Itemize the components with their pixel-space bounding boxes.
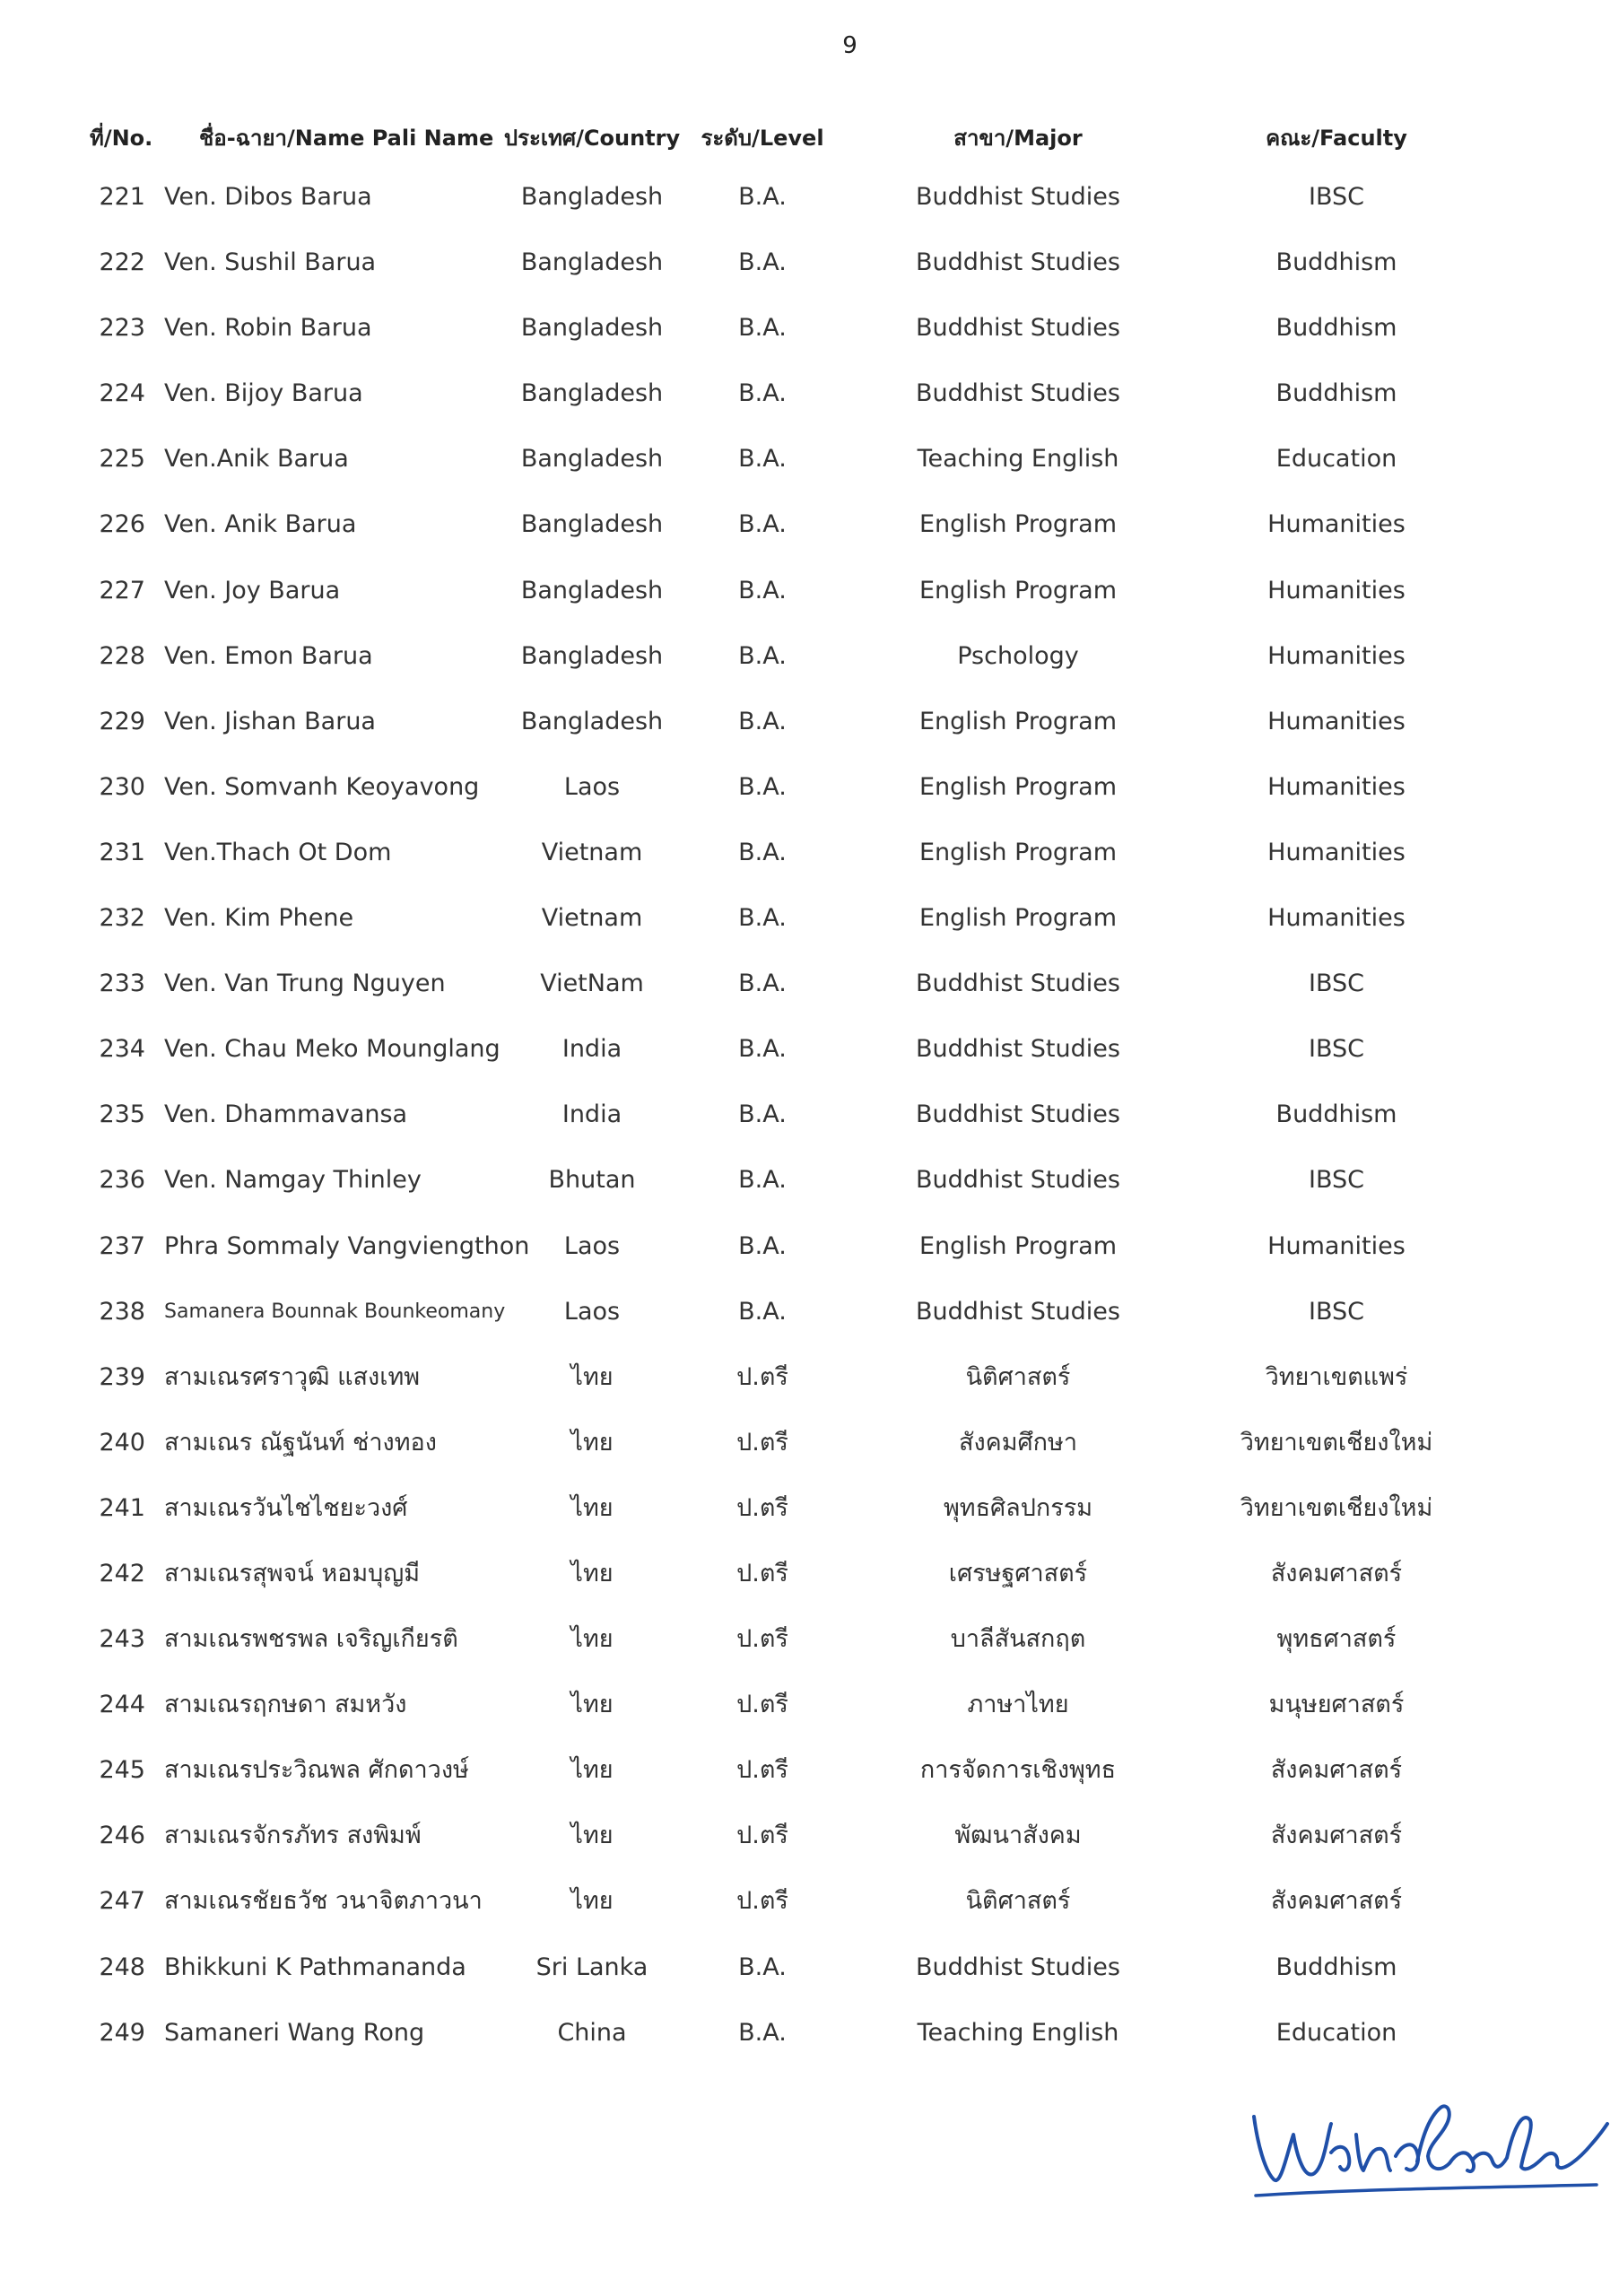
row-name: Samanera Bounnak Bounkeomany xyxy=(164,1300,506,1323)
row-faculty: Buddhism xyxy=(1275,1100,1397,1129)
row-name: สามเณรฤกษดา สมหวัง xyxy=(164,1691,407,1719)
table-row xyxy=(0,1425,1619,1491)
row-country: Laos xyxy=(563,772,621,801)
row-no: 236 xyxy=(99,1166,145,1195)
row-faculty: Humanities xyxy=(1267,510,1406,539)
row-level: B.A. xyxy=(738,248,787,277)
table-row xyxy=(0,376,1619,441)
row-no: 232 xyxy=(99,904,145,933)
row-level: ป.ตรี xyxy=(736,1559,788,1587)
row-major: Teaching English xyxy=(917,2018,1119,2047)
row-level: B.A. xyxy=(738,1035,787,1064)
row-country: Sri Lanka xyxy=(535,1952,648,1981)
row-major: English Program xyxy=(919,838,1117,866)
row-country: ไทย xyxy=(570,1362,614,1391)
row-major: Pschology xyxy=(957,641,1079,670)
row-level: ป.ตรี xyxy=(736,1822,788,1850)
row-level: B.A. xyxy=(738,445,787,474)
table-row xyxy=(0,1162,1619,1228)
row-faculty: Buddhism xyxy=(1275,314,1397,343)
row-country: Bhutan xyxy=(548,1166,636,1195)
row-level: B.A. xyxy=(738,707,787,735)
table-row xyxy=(0,245,1619,310)
row-major: Buddhist Studies xyxy=(916,970,1120,998)
row-no: 248 xyxy=(99,1952,145,1981)
row-faculty: Humanities xyxy=(1267,904,1406,933)
row-name: สามเณรชัยธวัช วนาจิตภาวนา xyxy=(164,1887,483,1916)
row-faculty: IBSC xyxy=(1308,1035,1364,1064)
row-level: B.A. xyxy=(738,1231,787,1260)
row-faculty: IBSC xyxy=(1308,183,1364,211)
table-row xyxy=(0,1491,1619,1556)
row-country: Vietnam xyxy=(541,838,643,866)
row-faculty: วิทยาเขตเชียงใหม่ xyxy=(1240,1493,1433,1522)
row-no: 237 xyxy=(99,1231,145,1260)
row-no: 234 xyxy=(99,1035,145,1064)
row-major: Teaching English xyxy=(917,445,1119,474)
row-name: Ven. Jishan Barua xyxy=(164,707,376,735)
row-major: Buddhist Studies xyxy=(916,1100,1120,1129)
row-name: Bhikkuni K Pathmananda xyxy=(164,1952,466,1981)
row-name: Ven. Sushil Barua xyxy=(164,248,377,277)
row-faculty: Buddhism xyxy=(1275,379,1397,408)
row-level: B.A. xyxy=(738,772,787,801)
row-level: B.A. xyxy=(738,1100,787,1129)
row-country: Bangladesh xyxy=(520,314,664,343)
header-faculty: คณะ/Faculty xyxy=(1266,126,1407,151)
row-major: พัฒนาสังคม xyxy=(954,1822,1082,1850)
row-faculty: Humanities xyxy=(1267,772,1406,801)
row-level: B.A. xyxy=(738,1952,787,1981)
table-row xyxy=(0,1883,1619,1949)
row-country: Bangladesh xyxy=(520,641,664,670)
row-no: 239 xyxy=(99,1362,145,1391)
row-faculty: สังคมศาสตร์ xyxy=(1270,1822,1403,1850)
row-major: นิติศาสตร์ xyxy=(965,1887,1071,1916)
header-level: ระดับ/Level xyxy=(701,126,824,151)
row-country: Bangladesh xyxy=(520,379,664,408)
row-faculty: Buddhism xyxy=(1275,248,1397,277)
table-row xyxy=(0,900,1619,966)
row-major: English Program xyxy=(919,1231,1117,1260)
row-faculty: Education xyxy=(1275,445,1397,474)
row-no: 230 xyxy=(99,772,145,801)
row-country: ไทย xyxy=(570,1559,614,1587)
row-faculty: Humanities xyxy=(1267,1231,1406,1260)
row-country: ไทย xyxy=(570,1756,614,1785)
row-level: B.A. xyxy=(738,1166,787,1195)
row-faculty: สังคมศาสตร์ xyxy=(1270,1756,1403,1785)
table-row xyxy=(0,441,1619,507)
row-faculty: IBSC xyxy=(1308,1166,1364,1195)
row-no: 227 xyxy=(99,576,145,604)
table-row xyxy=(0,1097,1619,1162)
table-row xyxy=(0,704,1619,770)
row-name: Ven. Chau Meko Mounglang xyxy=(164,1035,500,1064)
row-faculty: IBSC xyxy=(1308,1297,1364,1326)
row-level: B.A. xyxy=(738,1297,787,1326)
row-name: Ven. Kim Phene xyxy=(164,904,354,933)
row-name: สามเณรวันไชไชยะวงศ์ xyxy=(164,1493,408,1522)
row-major: นิติศาสตร์ xyxy=(965,1362,1071,1391)
row-major: Buddhist Studies xyxy=(916,248,1120,277)
row-level: ป.ตรี xyxy=(736,1691,788,1719)
row-name: Ven. Anik Barua xyxy=(164,510,357,539)
row-level: ป.ตรี xyxy=(736,1362,788,1391)
row-country: Bangladesh xyxy=(520,445,664,474)
header-name: ชื่อ-ฉายา/Name Pali Name xyxy=(199,126,494,151)
row-faculty: Humanities xyxy=(1267,576,1406,604)
row-major: English Program xyxy=(919,510,1117,539)
row-country: ไทย xyxy=(570,1887,614,1916)
row-faculty: พุทธศาสตร์ xyxy=(1276,1625,1397,1654)
row-level: ป.ตรี xyxy=(736,1428,788,1457)
row-level: ป.ตรี xyxy=(736,1625,788,1654)
row-country: ไทย xyxy=(570,1625,614,1654)
table-row xyxy=(0,1229,1619,1294)
row-no: 222 xyxy=(99,248,145,277)
row-faculty: Humanities xyxy=(1267,838,1406,866)
table-row xyxy=(0,1818,1619,1883)
row-no: 238 xyxy=(99,1297,145,1326)
row-level: B.A. xyxy=(738,2018,787,2047)
row-major: English Program xyxy=(919,772,1117,801)
row-no: 224 xyxy=(99,379,145,408)
row-major: บาลีสันสกฤต xyxy=(950,1625,1086,1654)
row-country: India xyxy=(561,1100,622,1129)
table-row xyxy=(0,573,1619,639)
row-no: 229 xyxy=(99,707,145,735)
row-name: Ven. Robin Barua xyxy=(164,314,372,343)
row-name: Ven.Anik Barua xyxy=(164,445,349,474)
row-major: English Program xyxy=(919,904,1117,933)
row-name: Ven. Dhammavansa xyxy=(164,1100,408,1129)
header-major: สาขา/Major xyxy=(953,126,1083,151)
row-name: Samaneri Wang Rong xyxy=(164,2018,425,2047)
header-country: ประเทศ/Country xyxy=(503,126,681,151)
row-no: 244 xyxy=(99,1691,145,1719)
row-no: 231 xyxy=(99,838,145,866)
row-name: สามเณรศราวุฒิ แสงเทพ xyxy=(164,1362,421,1391)
table-row xyxy=(0,835,1619,900)
table-body xyxy=(0,179,1619,2081)
row-major: สังคมศึกษา xyxy=(959,1428,1077,1457)
row-no: 247 xyxy=(99,1887,145,1916)
row-faculty: วิทยาเขตเชียงใหม่ xyxy=(1240,1428,1433,1457)
row-country: ไทย xyxy=(570,1822,614,1850)
table-header xyxy=(0,120,1619,156)
row-country: Bangladesh xyxy=(520,707,664,735)
row-name: Ven.Thach Ot Dom xyxy=(164,838,392,866)
row-faculty: มนุษยศาสตร์ xyxy=(1268,1691,1405,1719)
row-no: 233 xyxy=(99,970,145,998)
row-name: Ven. Joy Barua xyxy=(164,576,341,604)
row-no: 228 xyxy=(99,641,145,670)
row-name: Ven. Emon Barua xyxy=(164,641,373,670)
row-country: VietNam xyxy=(540,970,644,998)
row-no: 242 xyxy=(99,1559,145,1587)
row-level: B.A. xyxy=(738,314,787,343)
table-row xyxy=(0,1752,1619,1818)
row-name: สามเณรสุพจน์ หอมบุญมี xyxy=(164,1559,421,1587)
row-major: Buddhist Studies xyxy=(916,1952,1120,1981)
row-name: Phra Sommaly Vangviengthon xyxy=(164,1231,530,1260)
row-country: Vietnam xyxy=(541,904,643,933)
row-country: India xyxy=(561,1035,622,1064)
row-level: ป.ตรี xyxy=(736,1493,788,1522)
row-country: China xyxy=(557,2018,627,2047)
row-name: Ven. Namgay Thinley xyxy=(164,1166,422,1195)
page-number: 9 xyxy=(842,32,857,59)
row-name: Ven. Somvanh Keoyavong xyxy=(164,772,480,801)
row-major: พุทธศิลปกรรม xyxy=(943,1493,1093,1522)
row-level: B.A. xyxy=(738,904,787,933)
row-level: B.A. xyxy=(738,838,787,866)
signature-image xyxy=(1238,2081,1615,2215)
row-major: Buddhist Studies xyxy=(916,379,1120,408)
row-major: Buddhist Studies xyxy=(916,1166,1120,1195)
row-major: ภาษาไทย xyxy=(967,1691,1069,1719)
row-level: B.A. xyxy=(738,183,787,211)
row-faculty: Humanities xyxy=(1267,641,1406,670)
header-no: ที่/No. xyxy=(90,126,153,151)
table-row xyxy=(0,507,1619,572)
row-no: 225 xyxy=(99,445,145,474)
row-major: Buddhist Studies xyxy=(916,314,1120,343)
row-name: Ven. Bijoy Barua xyxy=(164,379,363,408)
row-major: Buddhist Studies xyxy=(916,1035,1120,1064)
row-major: เศรษฐศาสตร์ xyxy=(948,1559,1088,1587)
row-name: Ven. Van Trung Nguyen xyxy=(164,970,446,998)
row-no: 249 xyxy=(99,2018,145,2047)
row-name: สามเณรประวิณพล ศักดาวงษ์ xyxy=(164,1756,469,1785)
row-level: B.A. xyxy=(738,576,787,604)
table-row xyxy=(0,1031,1619,1097)
row-country: ไทย xyxy=(570,1493,614,1522)
row-no: 243 xyxy=(99,1625,145,1654)
table-row xyxy=(0,966,1619,1031)
table-row xyxy=(0,179,1619,245)
row-name: สามเณรจักรภัทร สงพิมพ์ xyxy=(164,1822,422,1850)
row-name: สามเณรพชรพล เจริญเกียรติ xyxy=(164,1625,458,1654)
row-level: B.A. xyxy=(738,970,787,998)
row-name: Ven. Dibos Barua xyxy=(164,183,372,211)
row-no: 221 xyxy=(99,183,145,211)
row-faculty: IBSC xyxy=(1308,970,1364,998)
table-row xyxy=(0,1556,1619,1622)
table-row xyxy=(0,770,1619,835)
row-country: ไทย xyxy=(570,1428,614,1457)
table-row xyxy=(0,310,1619,376)
row-major: English Program xyxy=(919,576,1117,604)
table-row xyxy=(0,1360,1619,1425)
row-country: Laos xyxy=(563,1297,621,1326)
row-country: Bangladesh xyxy=(520,576,664,604)
row-no: 245 xyxy=(99,1756,145,1785)
row-major: Buddhist Studies xyxy=(916,183,1120,211)
row-level: B.A. xyxy=(738,379,787,408)
row-major: การจัดการเชิงพุทธ xyxy=(919,1756,1117,1785)
row-no: 246 xyxy=(99,1822,145,1850)
row-no: 226 xyxy=(99,510,145,539)
row-no: 223 xyxy=(99,314,145,343)
table-row xyxy=(0,639,1619,704)
row-country: ไทย xyxy=(570,1691,614,1719)
row-name: สามเณร ณัฐนันท์ ช่างทอง xyxy=(164,1428,437,1457)
row-level: ป.ตรี xyxy=(736,1756,788,1785)
row-country: Bangladesh xyxy=(520,510,664,539)
row-faculty: Education xyxy=(1275,2018,1397,2047)
row-major: English Program xyxy=(919,707,1117,735)
row-level: B.A. xyxy=(738,510,787,539)
row-level: ป.ตรี xyxy=(736,1887,788,1916)
row-faculty: วิทยาเขตแพร่ xyxy=(1265,1362,1408,1391)
row-no: 241 xyxy=(99,1493,145,1522)
table-row xyxy=(0,1687,1619,1752)
row-country: Bangladesh xyxy=(520,183,664,211)
table-row xyxy=(0,1950,1619,2015)
row-faculty: Buddhism xyxy=(1275,1952,1397,1981)
table-row xyxy=(0,2015,1619,2081)
row-country: Laos xyxy=(563,1231,621,1260)
row-level: B.A. xyxy=(738,641,787,670)
row-country: Bangladesh xyxy=(520,248,664,277)
row-faculty: สังคมศาสตร์ xyxy=(1270,1559,1403,1587)
row-faculty: สังคมศาสตร์ xyxy=(1270,1887,1403,1916)
row-major: Buddhist Studies xyxy=(916,1297,1120,1326)
row-no: 235 xyxy=(99,1100,145,1129)
table-row xyxy=(0,1622,1619,1687)
row-faculty: Humanities xyxy=(1267,707,1406,735)
row-no: 240 xyxy=(99,1428,145,1457)
table-row xyxy=(0,1294,1619,1360)
